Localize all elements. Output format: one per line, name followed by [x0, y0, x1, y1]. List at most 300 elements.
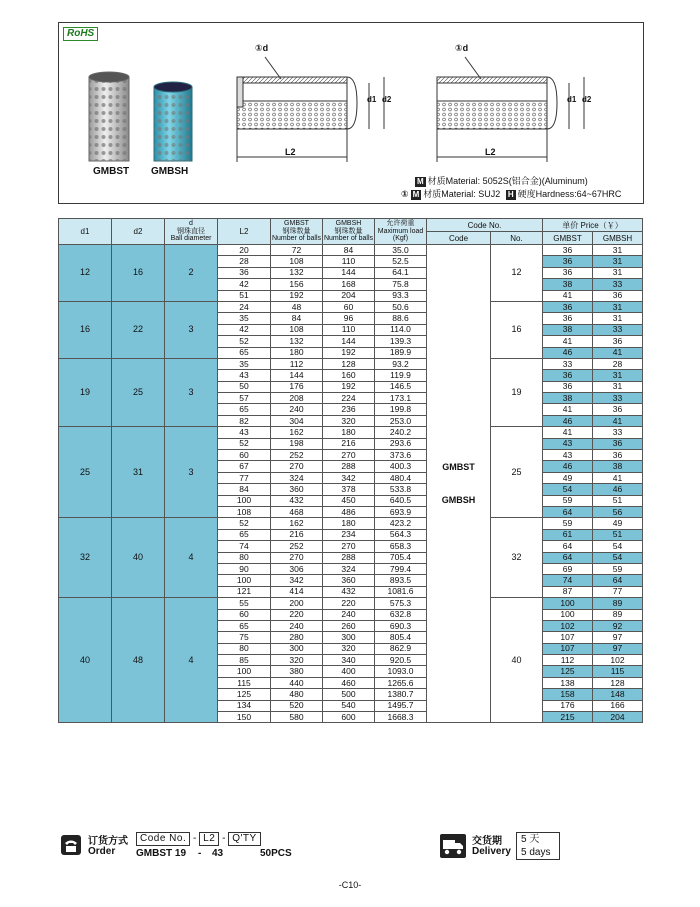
cell-max-load: 893.5	[375, 575, 427, 586]
cell-gmbst-balls: 192	[271, 290, 323, 301]
cell-price-gmbsh: 64	[593, 575, 643, 586]
cell-gmbst-balls: 304	[271, 415, 323, 426]
cell-price-gmbsh: 36	[593, 290, 643, 301]
table-row	[59, 301, 643, 312]
cell-price-gmbsh: 41	[593, 415, 643, 426]
cell-l2: 36	[218, 267, 271, 278]
cell-price-gmbst: 36	[543, 256, 593, 267]
cell-price-gmbst: 36	[543, 370, 593, 381]
cell-l2: 80	[218, 643, 271, 654]
cell-gmbst-balls: 200	[271, 598, 323, 609]
cell-price-gmbsh: 31	[593, 381, 643, 392]
cell-gmbst-balls: 84	[271, 313, 323, 324]
cell-l2: 115	[218, 677, 271, 688]
cell-d1: 12	[59, 245, 112, 302]
cell-gmbst-balls: 216	[271, 529, 323, 540]
col-code-no: Code No.	[427, 219, 543, 232]
cell-max-load: 705.4	[375, 552, 427, 563]
cell-gmbsh-balls: 360	[323, 575, 375, 586]
cell-gmbsh-balls: 110	[323, 324, 375, 335]
cell-price-gmbsh: 51	[593, 495, 643, 506]
cell-gmbsh-balls: 224	[323, 393, 375, 404]
hardness-text: 硬度Hardness:64~67HRC	[517, 189, 622, 199]
cell-gmbst-balls: 198	[271, 438, 323, 449]
table-row	[59, 427, 643, 438]
cell-gmbst-balls: 520	[271, 700, 323, 711]
col-gmbsh-balls: GMBSH 钢珠数量 Number of balls	[323, 219, 375, 245]
cell-price-gmbsh: 31	[593, 245, 643, 256]
cell-price-gmbsh: 166	[593, 700, 643, 711]
dim-label-d1-2: d1	[567, 95, 577, 104]
cell-gmbst-balls: 176	[271, 381, 323, 392]
cell-l2: 65	[218, 529, 271, 540]
order-qty-box: Q'TY	[228, 832, 260, 846]
cell-no: 32	[491, 518, 543, 598]
cell-code	[427, 245, 491, 723]
cell-gmbst-balls: 108	[271, 324, 323, 335]
cell-gmbsh-balls: 216	[323, 438, 375, 449]
cell-max-load: 119.9	[375, 370, 427, 381]
cell-max-load: 862.9	[375, 643, 427, 654]
cell-price-gmbst: 61	[543, 529, 593, 540]
material-tag-icon: M	[412, 190, 420, 199]
order-format-row: Code No. - L2 - Q'TY	[136, 832, 261, 846]
cell-max-load: 64.1	[375, 267, 427, 278]
cell-max-load: 658.3	[375, 541, 427, 552]
cell-d1: 32	[59, 518, 112, 598]
cell-price-gmbsh: 89	[593, 609, 643, 620]
product-label-gmbsh: GMBSH	[151, 166, 189, 177]
cell-price-gmbst: 36	[543, 301, 593, 312]
cell-l2: 150	[218, 712, 271, 723]
cell-l2: 121	[218, 586, 271, 597]
cell-price-gmbsh: 115	[593, 666, 643, 677]
cell-gmbst-balls: 72	[271, 245, 323, 256]
delivery-title-en: Delivery	[472, 846, 511, 857]
cell-price-gmbsh: 59	[593, 563, 643, 574]
cell-l2: 75	[218, 632, 271, 643]
cell-max-load: 173.1	[375, 393, 427, 404]
cell-l2: 35	[218, 358, 271, 369]
cell-ball-diameter: 3	[165, 427, 218, 518]
cell-max-load: 35.0	[375, 245, 427, 256]
cell-price-gmbsh: 36	[593, 336, 643, 347]
col-price-gmbst: GMBST	[543, 232, 593, 245]
cell-d2: 25	[112, 358, 165, 426]
cell-max-load: 690.3	[375, 620, 427, 631]
cell-max-load: 88.6	[375, 313, 427, 324]
cell-gmbst-balls: 320	[271, 655, 323, 666]
cell-gmbsh-balls: 110	[323, 256, 375, 267]
page-number: -C10-	[338, 880, 362, 890]
col-d1: d1	[59, 219, 112, 245]
cell-l2: 80	[218, 552, 271, 563]
cell-l2: 52	[218, 438, 271, 449]
cell-gmbsh-balls: 192	[323, 347, 375, 358]
cell-l2: 125	[218, 689, 271, 700]
dim-label-l2-1: L2	[285, 147, 296, 157]
cell-gmbst-balls: 144	[271, 370, 323, 381]
cell-gmbst-balls: 132	[271, 336, 323, 347]
cell-price-gmbsh: 31	[593, 301, 643, 312]
cell-gmbsh-balls: 234	[323, 529, 375, 540]
cell-gmbst-balls: 306	[271, 563, 323, 574]
cell-price-gmbst: 125	[543, 666, 593, 677]
cell-gmbsh-balls: 288	[323, 552, 375, 563]
cell-price-gmbsh: 89	[593, 598, 643, 609]
cell-l2: 35	[218, 313, 271, 324]
cell-gmbsh-balls: 192	[323, 381, 375, 392]
cell-price-gmbsh: 41	[593, 472, 643, 483]
cell-max-load: 575.3	[375, 598, 427, 609]
cell-l2: 20	[218, 245, 271, 256]
material-line-1	[415, 174, 588, 187]
cell-price-gmbst: 64	[543, 506, 593, 517]
cell-price-gmbst: 49	[543, 472, 593, 483]
cell-gmbst-balls: 108	[271, 256, 323, 267]
cell-gmbst-balls: 280	[271, 632, 323, 643]
cell-price-gmbst: 69	[543, 563, 593, 574]
cell-price-gmbst: 112	[543, 655, 593, 666]
cell-gmbst-balls: 208	[271, 393, 323, 404]
cell-gmbst-balls: 156	[271, 279, 323, 290]
delivery-days-en: 5 days	[521, 847, 551, 858]
cell-no: 16	[491, 301, 543, 358]
cell-no: 25	[491, 427, 543, 518]
cell-gmbst-balls: 468	[271, 506, 323, 517]
cell-gmbsh-balls: 378	[323, 484, 375, 495]
cell-max-load: 640.5	[375, 495, 427, 506]
dim-label-l2-2: L2	[485, 147, 496, 157]
cell-gmbst-balls: 252	[271, 541, 323, 552]
cell-price-gmbsh: 204	[593, 712, 643, 723]
cell-l2: 60	[218, 609, 271, 620]
cell-no: 40	[491, 598, 543, 723]
cell-gmbsh-balls: 180	[323, 427, 375, 438]
cell-price-gmbst: 36	[543, 381, 593, 392]
cell-price-gmbst: 59	[543, 495, 593, 506]
cell-d1: 19	[59, 358, 112, 426]
cell-gmbsh-balls: 220	[323, 598, 375, 609]
cell-l2: 52	[218, 518, 271, 529]
cell-gmbst-balls: 324	[271, 472, 323, 483]
cell-d1: 16	[59, 301, 112, 358]
cell-gmbst-balls: 414	[271, 586, 323, 597]
cell-price-gmbsh: 54	[593, 552, 643, 563]
order-example-qty: 50PCS	[260, 848, 292, 859]
cell-price-gmbst: 46	[543, 461, 593, 472]
cell-price-gmbsh: 97	[593, 632, 643, 643]
cell-max-load: 564.3	[375, 529, 427, 540]
cell-gmbst-balls: 580	[271, 712, 323, 723]
cell-gmbst-balls: 132	[271, 267, 323, 278]
cell-gmbsh-balls: 144	[323, 336, 375, 347]
delivery-title-cn: 交货期	[472, 836, 502, 847]
product-images	[79, 69, 219, 169]
cell-l2: 42	[218, 324, 271, 335]
cell-price-gmbsh: 33	[593, 393, 643, 404]
cell-l2: 57	[218, 393, 271, 404]
cell-gmbsh-balls: 400	[323, 666, 375, 677]
cell-gmbst-balls: 48	[271, 301, 323, 312]
cell-max-load: 1081.6	[375, 586, 427, 597]
cell-gmbst-balls: 112	[271, 358, 323, 369]
cell-price-gmbsh: 31	[593, 313, 643, 324]
dim-label-d2-2: d2	[582, 95, 592, 104]
cell-price-gmbsh: 31	[593, 267, 643, 278]
cell-price-gmbst: 100	[543, 609, 593, 620]
cell-max-load: 75.8	[375, 279, 427, 290]
order-example-code: GMBST 19	[136, 848, 187, 859]
cell-price-gmbst: 38	[543, 324, 593, 335]
cell-d2: 16	[112, 245, 165, 302]
cell-price-gmbst: 138	[543, 677, 593, 688]
cell-d2: 48	[112, 598, 165, 723]
cell-max-load: 373.6	[375, 450, 427, 461]
cell-price-gmbst: 41	[543, 427, 593, 438]
cell-max-load: 1265.6	[375, 677, 427, 688]
cell-price-gmbst: 102	[543, 620, 593, 631]
cell-price-gmbsh: 31	[593, 370, 643, 381]
code-gmbst: GMBST	[442, 461, 475, 472]
cell-price-gmbsh: 97	[593, 643, 643, 654]
cell-gmbsh-balls: 320	[323, 415, 375, 426]
table-row	[59, 518, 643, 529]
truck-icon	[440, 834, 466, 858]
cell-gmbsh-balls: 324	[323, 563, 375, 574]
cell-price-gmbst: 38	[543, 279, 593, 290]
cell-price-gmbst: 107	[543, 643, 593, 654]
delivery-days-box	[516, 832, 560, 860]
cell-price-gmbst: 36	[543, 313, 593, 324]
cell-max-load: 199.8	[375, 404, 427, 415]
cell-price-gmbst: 87	[543, 586, 593, 597]
delivery-days-cn: 5 天	[521, 834, 540, 845]
cell-price-gmbst: 36	[543, 267, 593, 278]
table-row	[59, 358, 643, 369]
cell-d2: 40	[112, 518, 165, 598]
hardness-tag-icon: H	[507, 190, 514, 199]
phone-icon	[60, 834, 82, 856]
cell-price-gmbsh: 38	[593, 461, 643, 472]
cell-max-load: 1093.0	[375, 666, 427, 677]
cell-price-gmbsh: 28	[593, 358, 643, 369]
cell-gmbsh-balls: 486	[323, 506, 375, 517]
cell-price-gmbsh: 33	[593, 427, 643, 438]
cell-price-gmbst: 59	[543, 518, 593, 529]
cell-ball-diameter: 3	[165, 301, 218, 358]
cell-gmbsh-balls: 60	[323, 301, 375, 312]
col-price: 单价 Price（￥）	[543, 219, 643, 232]
cell-max-load: 799.4	[375, 563, 427, 574]
cell-gmbsh-balls: 180	[323, 518, 375, 529]
cell-l2: 51	[218, 290, 271, 301]
cell-gmbst-balls: 300	[271, 643, 323, 654]
col-code: Code	[427, 232, 491, 245]
cell-l2: 85	[218, 655, 271, 666]
cell-price-gmbst: 43	[543, 450, 593, 461]
cell-max-load: 114.0	[375, 324, 427, 335]
cell-price-gmbst: 41	[543, 290, 593, 301]
cell-gmbsh-balls: 300	[323, 632, 375, 643]
cell-price-gmbst: 41	[543, 404, 593, 415]
cell-d2: 31	[112, 427, 165, 518]
rohs-badge: RoHS	[63, 27, 98, 41]
cell-price-gmbsh: 49	[593, 518, 643, 529]
cell-price-gmbst: 43	[543, 438, 593, 449]
material-text-2: 材质Material: SUJ2	[423, 189, 501, 199]
cell-price-gmbst: 41	[543, 336, 593, 347]
cell-gmbsh-balls: 160	[323, 370, 375, 381]
cell-price-gmbst: 64	[543, 552, 593, 563]
cell-gmbst-balls: 240	[271, 620, 323, 631]
cell-price-gmbst: 100	[543, 598, 593, 609]
cell-gmbsh-balls: 450	[323, 495, 375, 506]
cell-price-gmbst: 74	[543, 575, 593, 586]
cell-l2: 65	[218, 404, 271, 415]
cell-d1: 40	[59, 598, 112, 723]
table-header-row-1	[59, 219, 643, 232]
dim-label-d1-1: d1	[367, 95, 377, 104]
cell-gmbsh-balls: 460	[323, 677, 375, 688]
cell-gmbsh-balls: 144	[323, 267, 375, 278]
cell-price-gmbst: 107	[543, 632, 593, 643]
cell-price-gmbsh: 51	[593, 529, 643, 540]
cell-l2: 24	[218, 301, 271, 312]
order-title-cn: 订货方式	[88, 836, 128, 847]
cell-max-load: 805.4	[375, 632, 427, 643]
cell-gmbsh-balls: 432	[323, 586, 375, 597]
cell-max-load: 423.2	[375, 518, 427, 529]
cell-price-gmbst: 64	[543, 541, 593, 552]
cell-price-gmbsh: 31	[593, 256, 643, 267]
cell-gmbsh-balls: 168	[323, 279, 375, 290]
cell-max-load: 240.2	[375, 427, 427, 438]
col-d2: d2	[112, 219, 165, 245]
cell-l2: 100	[218, 666, 271, 677]
cell-no: 19	[491, 358, 543, 426]
cell-gmbst-balls: 252	[271, 450, 323, 461]
cell-gmbsh-balls: 236	[323, 404, 375, 415]
cell-max-load: 400.3	[375, 461, 427, 472]
dim-label-d2-1: d2	[382, 95, 392, 104]
cell-d2: 22	[112, 301, 165, 358]
cell-gmbst-balls: 440	[271, 677, 323, 688]
cell-price-gmbsh: 36	[593, 438, 643, 449]
cell-price-gmbsh: 36	[593, 404, 643, 415]
cell-price-gmbsh: 77	[593, 586, 643, 597]
gmbst-image	[89, 72, 129, 161]
cell-max-load: 93.3	[375, 290, 427, 301]
cell-d1: 25	[59, 427, 112, 518]
cell-gmbst-balls: 180	[271, 347, 323, 358]
cell-max-load: 1380.7	[375, 689, 427, 700]
cell-gmbst-balls: 162	[271, 518, 323, 529]
cell-max-load: 920.5	[375, 655, 427, 666]
cell-price-gmbsh: 128	[593, 677, 643, 688]
cell-price-gmbst: 38	[543, 393, 593, 404]
cell-l2: 50	[218, 381, 271, 392]
cell-l2: 108	[218, 506, 271, 517]
cell-l2: 100	[218, 575, 271, 586]
cell-max-load: 293.6	[375, 438, 427, 449]
cell-l2: 43	[218, 427, 271, 438]
table-row	[59, 245, 643, 256]
cell-ball-diameter: 2	[165, 245, 218, 302]
cell-ball-diameter: 3	[165, 358, 218, 426]
cell-gmbsh-balls: 84	[323, 245, 375, 256]
order-example-dash: -	[198, 848, 202, 859]
cell-gmbsh-balls: 96	[323, 313, 375, 324]
cell-price-gmbst: 36	[543, 245, 593, 256]
cell-gmbst-balls: 240	[271, 404, 323, 415]
material-tag-icon: M	[417, 177, 424, 186]
cell-gmbsh-balls: 270	[323, 450, 375, 461]
cell-l2: 77	[218, 472, 271, 483]
cell-l2: 74	[218, 541, 271, 552]
cell-gmbst-balls: 162	[271, 427, 323, 438]
product-label-gmbst: GMBST	[93, 166, 130, 177]
cell-l2: 55	[218, 598, 271, 609]
cell-gmbsh-balls: 270	[323, 541, 375, 552]
cell-l2: 84	[218, 484, 271, 495]
cell-l2: 90	[218, 563, 271, 574]
cell-l2: 42	[218, 279, 271, 290]
cell-price-gmbst: 176	[543, 700, 593, 711]
order-title-en: Order	[88, 846, 116, 857]
cell-gmbsh-balls: 340	[323, 655, 375, 666]
col-gmbst-balls: GMBST 钢珠数量 Number of balls	[271, 219, 323, 245]
cell-price-gmbsh: 33	[593, 279, 643, 290]
cell-gmbsh-balls: 260	[323, 620, 375, 631]
cell-gmbsh-balls: 500	[323, 689, 375, 700]
order-example-l2: 43	[212, 848, 224, 859]
cell-gmbst-balls: 220	[271, 609, 323, 620]
cell-gmbst-balls: 380	[271, 666, 323, 677]
cell-price-gmbsh: 56	[593, 506, 643, 517]
cell-gmbsh-balls: 540	[323, 700, 375, 711]
cell-l2: 82	[218, 415, 271, 426]
cell-price-gmbsh: 148	[593, 689, 643, 700]
cell-gmbsh-balls: 342	[323, 472, 375, 483]
cell-gmbst-balls: 432	[271, 495, 323, 506]
cell-l2: 100	[218, 495, 271, 506]
order-l2-box: L2	[199, 832, 219, 846]
cell-price-gmbst: 215	[543, 712, 593, 723]
dim-label-d-1: ①d	[255, 43, 269, 53]
material-line-2	[401, 187, 621, 200]
col-price-gmbsh: GMBSH	[593, 232, 643, 245]
cell-price-gmbst: 158	[543, 689, 593, 700]
cell-gmbsh-balls: 240	[323, 609, 375, 620]
cell-gmbsh-balls: 320	[323, 643, 375, 654]
cell-price-gmbst: 54	[543, 484, 593, 495]
cell-l2: 52	[218, 336, 271, 347]
code-gmbsh: GMBSH	[441, 494, 476, 505]
gmbsh-image	[154, 82, 192, 161]
cell-gmbsh-balls: 288	[323, 461, 375, 472]
cell-gmbst-balls: 360	[271, 484, 323, 495]
col-max-load: 允许荷重 Maximum load (Kgf)	[375, 219, 427, 245]
cell-ball-diameter: 4	[165, 598, 218, 723]
cell-no: 12	[491, 245, 543, 302]
cell-max-load: 52.5	[375, 256, 427, 267]
cell-max-load: 1495.7	[375, 700, 427, 711]
cell-gmbst-balls: 270	[271, 461, 323, 472]
cell-max-load: 253.0	[375, 415, 427, 426]
cell-price-gmbsh: 36	[593, 450, 643, 461]
cell-price-gmbsh: 54	[593, 541, 643, 552]
